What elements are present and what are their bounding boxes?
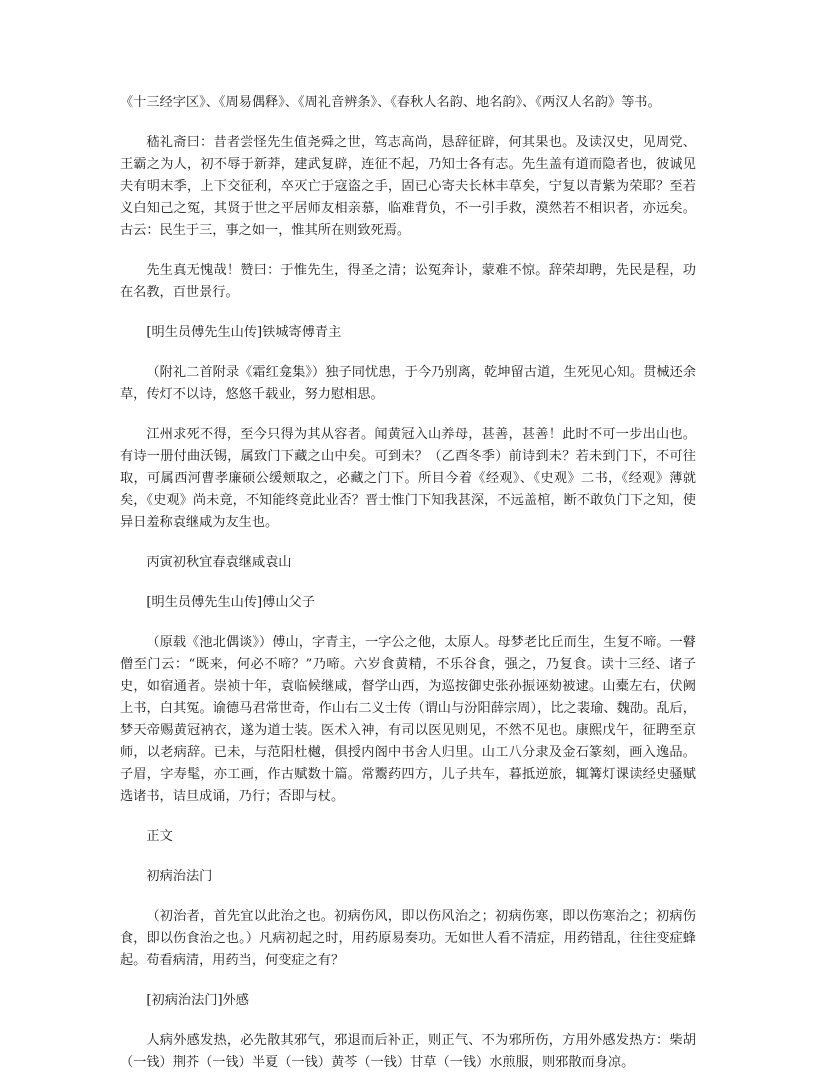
paragraph-initial-treatment: （初治者，首先宜以此治之也。初病伤风，即以伤风治之；初病伤寒，即以伤寒治之；初病伤食，即以伤食治之也。）凡病初起之时，用药原易奏功。无如世人看不清症，用药错乱，往往变症蜂起。苟看病清，用药当，何变症之有？ [120,909,696,968]
section-heading-external: [初病治法门]外感 [146,993,249,1008]
section-heading-tiecheng-letter: [明生员傅先生山传]铁城寄傅青主 [146,325,342,340]
paragraph-ji-lizhai-comment: 嵇礼斋曰：昔者尝怪先生值尧舜之世，笃志高尚，恳辞征辟，何其果也。及读汉史，见周党、王霸之为人，初不辱于新莽，建武复辟，连征不起，乃知士各有志。先生盖有道而隐者也，彼诚见夫有明末季，上下交征利，卒灭亡于寇盗之手，固已心寄夫长林丰草矣，宁复以青紫为荣耶？至若义白知己之冤，其贤于世之平居师友相亲慕，临难背负，不一引手救，漠然若不相识者，亦远矣。古云：民生于三，事之如一，惟其所在则致死焉。 [120,135,696,238]
heading-main-text: 正文 [146,829,173,844]
paragraph-eulogy: 先生真无愧哉！赞曰：于惟先生，得圣之清；讼冤奔讣，蒙难不惊。辞荣却聘，先民是程，功在名教，百世景行。 [120,263,696,300]
document-page [120,92,696,1074]
paragraph-poem: （附礼二首附录《霜红龛集》）独子同忧患，于今乃别离，乾坤留古道，生死见心知。贯械还余草，传灯不以诗，悠悠千载业，努力慰相思。 [120,365,696,402]
paragraph-biography: （原载《池北偶谈》）傅山，字青主，一字公之他，太原人。母梦老比丘而生，生复不啼。一瞽僧至门云：“既来，何必不啼？”乃啼。六岁食黄精，不乐谷食，强之，乃复食。读十三经、诸子史，如宿通者。崇祯十年，袁临候继咸，督学山西，为巡按御史张孙振诬劾被逮。山橐左右，伏阙上书，白其冤。谕德马君常世奇，作山右二义士传（谓山与汾阳薛宗周），比之裴瑜、魏劭。乱后，梦天帝赐黄冠衲衣，遂为道士装。医术入神，有司以医见则见，不然不见也。康熙戊午，征聘至京师，以老病辞。已未，与范阳杜樾，俱授内阁中书舍人归里。山工八分隶及金石篆刻，画入逸品。子眉，字寿髦，亦工画，作古赋数十篇。常鬻药四方，儿子共车，暮抵逆旅，辄篝灯课读经史骚赋选诸书，诘旦成诵，乃行；否即与杖。 [120,635,696,804]
paragraph-book-list: 《十三经字区》、《周易偶释》、《周礼音辨条》、《春秋人名韵、地名韵》、《两汉人名韵》等书。 [120,95,661,110]
paragraph-letter: 江州求死不得，至今只得为其从容者。闻黄冠入山养母，甚善，甚善！此时不可一步出山也。有诗一册付曲沃锡，属致门下藏之山中矣。可到未？（乙酉冬季）前诗到未？若未到门下，不可往取，可属西河曹孝廉硕公缓颊取之，必藏之门下。所目今着《经观》、《史观》二书，《经观》薄就矣，《史观》尚未竟，不知能终竟此业否？晋士惟门下知我甚深，不远盖棺，断不敢负门下之知，使异日羞称袁继咸为友生也。 [120,427,696,530]
paragraph-external-fever-prescription: 人病外感发热，必先散其邪气，邪退而后补正，则正气、不为邪所伤，方用外感发热方：柴胡（一钱）荆芥（一钱）半夏（一钱）黄芩（一钱）甘草（一钱）水煎服，则邪散而身凉。 [120,1033,696,1070]
heading-initial-illness: 初病治法门 [146,869,213,884]
section-heading-fu-father-son: [明生员傅先生山传]傅山父子 [146,595,315,610]
signature-line: 丙寅初秋宜春袁继咸袁山 [146,555,292,570]
